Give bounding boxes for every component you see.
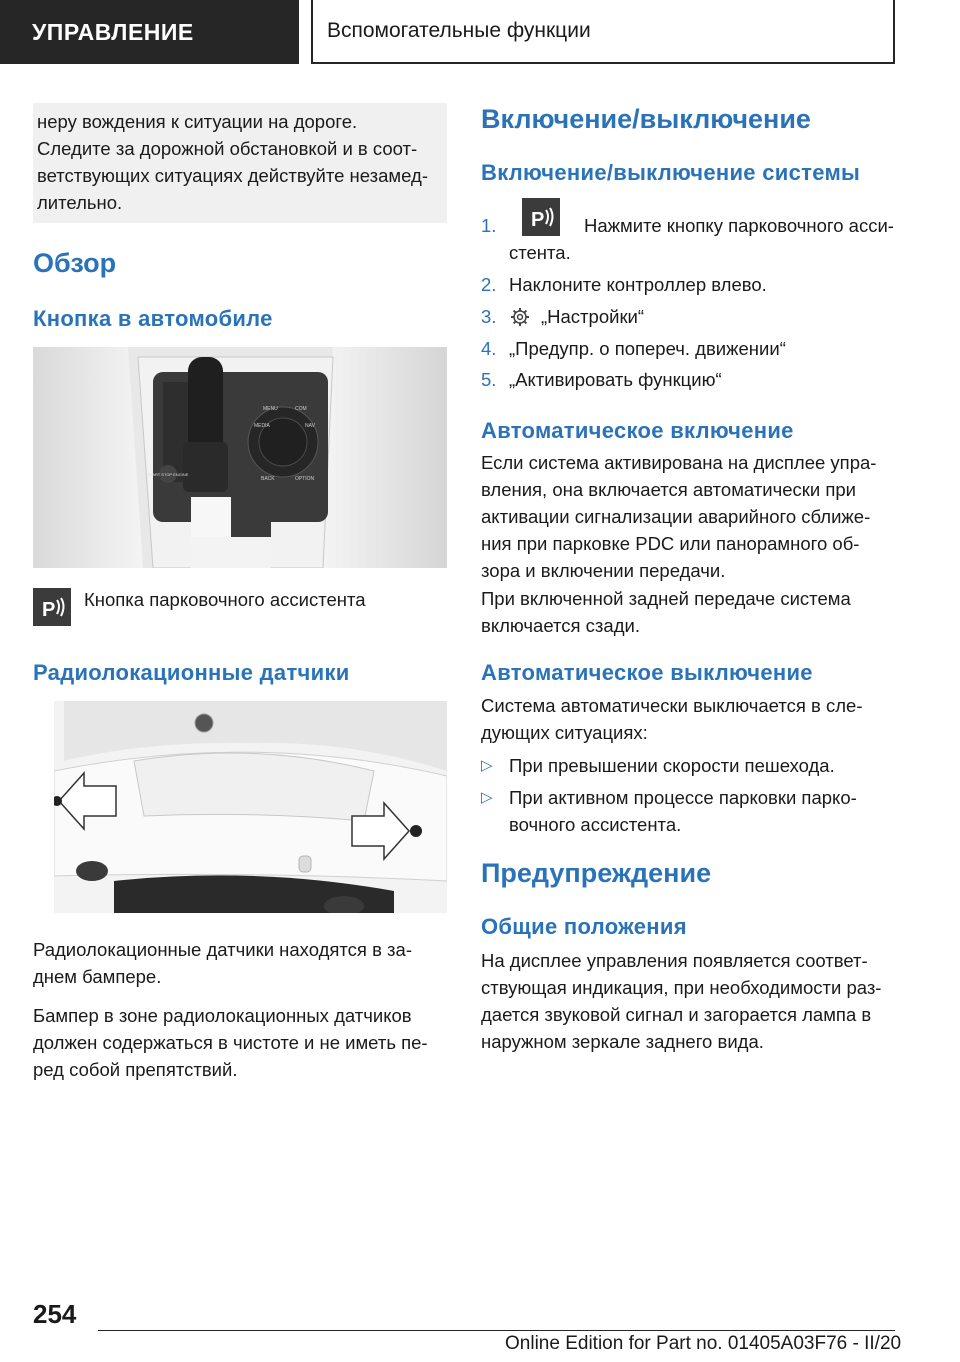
step-text: Наклоните контроллер влево. [509, 274, 767, 295]
text-line: дается звуковой сигнал и загорается лампа в [481, 1004, 872, 1025]
text-line: должен содержаться в чистоте и не иметь пе- [33, 1032, 428, 1053]
step-text: „Активировать функцию“ [509, 369, 722, 390]
option-label: OPTION [295, 476, 315, 482]
text-line: наружном зеркале заднего вида. [481, 1031, 764, 1052]
bullet-text: При активном процессе парковки парко- [509, 787, 857, 808]
section-title: УПРАВЛЕНИЕ [32, 18, 194, 45]
center-console-illustration [33, 347, 447, 568]
auto-on-paragraph-1 [481, 449, 896, 584]
step-number: 5. [481, 369, 497, 390]
chapter-title: Вспомогательные функции [327, 19, 591, 42]
chapter-tab [311, 0, 895, 64]
sensors-paragraph-2 [33, 1002, 447, 1083]
edition-note: Online Edition for Part no. 01405A03F76 - II/20 [505, 1333, 902, 1354]
onoff-heading: Включение/выключение [481, 104, 811, 134]
overview-heading: Обзор [33, 248, 117, 278]
button-heading: Кнопка в автомобиле [33, 306, 273, 331]
media-label: MEDIA [254, 423, 270, 429]
general-heading: Общие положения [481, 914, 687, 939]
warning-line: лительно. [37, 192, 123, 213]
text-line: дующих ситуациях: [481, 722, 648, 743]
text-line: Если система активирована на дисплее упра- [481, 452, 877, 473]
bullet-text: вочного ассистента. [509, 814, 682, 835]
text-line: ния при парковке PDC или панорамного об- [481, 533, 860, 554]
auto-on-heading: Автоматическое включение [481, 418, 794, 443]
section-tab [0, 0, 299, 64]
text-line: вления, она включается автоматически при [481, 479, 856, 500]
button-caption: Кнопка парковочного ассистента [84, 589, 366, 610]
step-text: „Предупр. о попереч. движении“ [509, 338, 786, 359]
general-paragraph [481, 947, 896, 1055]
warning-box [33, 103, 447, 223]
sensors-heading: Радиолокационные датчики [33, 660, 350, 685]
auto-on-paragraph-2 [481, 585, 896, 639]
rear-bumper-photo [54, 701, 447, 913]
bullet-marker: ▷ [481, 789, 493, 806]
step-number: 1. [481, 215, 497, 236]
parking-assist-icon [522, 198, 560, 236]
text-line: зора и включении передачи. [481, 560, 726, 581]
rear-bumper-illustration [54, 701, 447, 913]
step-text: „Настройки“ [541, 306, 645, 327]
menu-label: MENU [263, 406, 278, 412]
parking-assist-icon [33, 588, 71, 626]
text-line: При включенной задней передаче система [481, 588, 851, 609]
text-line: ствующая индикация, при необходимости раз- [481, 977, 882, 998]
footer-divider [98, 1330, 895, 1331]
svg-text:P: P [42, 599, 56, 621]
step-number: 2. [481, 274, 497, 295]
step-text: стента. [509, 242, 571, 263]
step-text: Нажмите кнопку парковочного асси- [584, 215, 894, 236]
step-number: 4. [481, 338, 497, 359]
start-stop-label: START STOP ENGINE [147, 472, 189, 477]
warning-line: ветствующих ситуациях действуйте незамед- [37, 165, 428, 186]
back-label: BACK [261, 476, 275, 482]
text-line: На дисплее управления появляется соответ- [481, 950, 868, 971]
warning-line: неру вождения к ситуации на дороге. [37, 111, 358, 132]
center-console-photo [33, 347, 447, 568]
step-number: 3. [481, 306, 497, 327]
text-line: активации сигнализации аварийного сближе- [481, 506, 871, 527]
text-line: Бампер в зоне радиолокационных датчиков [33, 1005, 412, 1026]
text-line: днем бампере. [33, 966, 162, 987]
text-line: ред собой препятствий. [33, 1059, 238, 1080]
text-line: Система автоматически выключается в сле- [481, 695, 863, 716]
onoff-subheading: Включение/выключение системы [481, 160, 861, 185]
text-line: включается сзади. [481, 615, 640, 636]
bullet-text: При превышении скорости пешехода. [509, 755, 835, 776]
warning-line: Следите за дорожной обстановкой и в соот- [37, 138, 418, 159]
gear-icon [509, 306, 531, 328]
auto-off-paragraph [481, 692, 896, 746]
page-number: 254 [33, 1299, 77, 1329]
com-label: COM [295, 406, 307, 412]
warning-heading: Предупреждение [481, 858, 712, 888]
nav-label: NAV [305, 423, 315, 429]
auto-off-heading: Автоматическое выключение [481, 660, 813, 685]
bullet-marker: ▷ [481, 757, 493, 774]
text-line: Радиолокационные датчики находятся в за- [33, 939, 412, 960]
svg-text:P: P [531, 209, 545, 231]
sensors-paragraph-1 [33, 936, 447, 990]
